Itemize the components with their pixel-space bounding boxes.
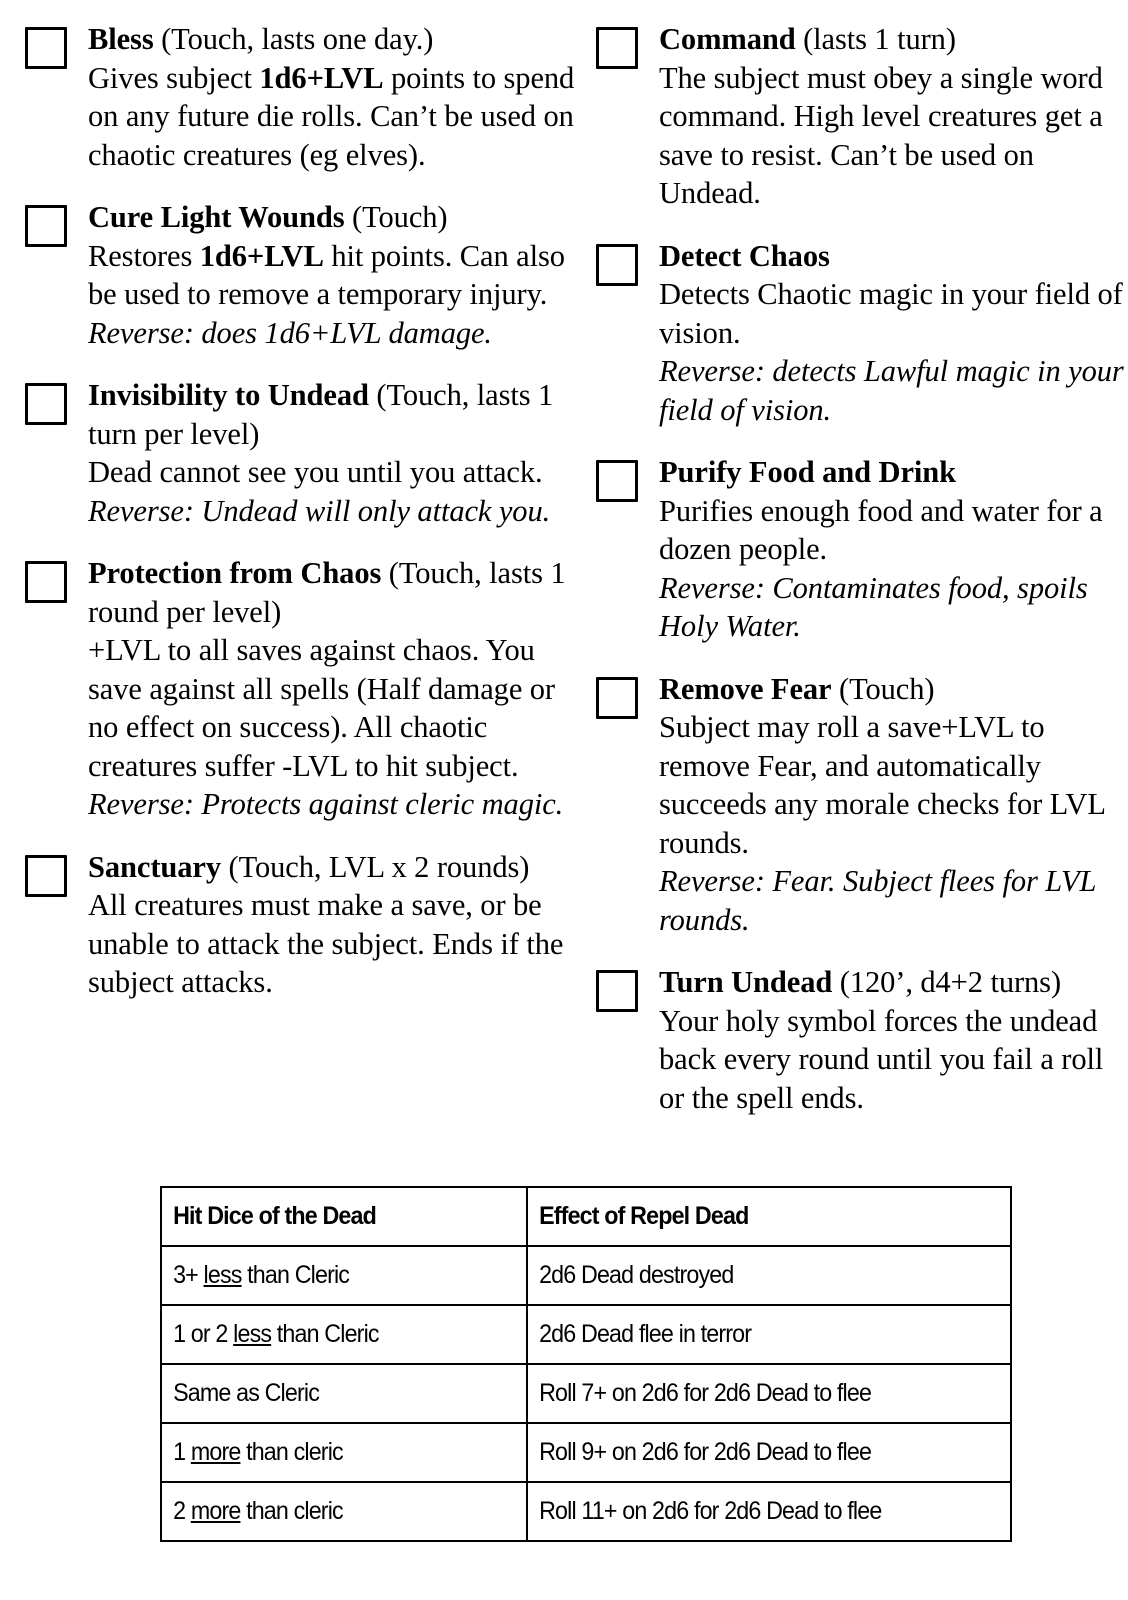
spell-description-pre: Dead cannot see you until you attack. bbox=[88, 455, 543, 489]
column-header-hit-dice: Hit Dice of the Dead bbox=[161, 1187, 501, 1246]
spell-name: Command bbox=[659, 22, 796, 56]
spell-qualifier: (Touch, lasts 1 round per level) bbox=[88, 556, 566, 629]
spell-checkbox-cure-light-wounds[interactable] bbox=[25, 205, 67, 247]
cell-hit-dice bbox=[161, 1423, 501, 1482]
spell-checkbox-sanctuary[interactable] bbox=[25, 855, 67, 897]
spell-checkbox-invisibility-to-undead[interactable] bbox=[25, 383, 67, 425]
spell-name: Purify Food and Drink bbox=[659, 455, 957, 489]
spell-checkbox-remove-fear[interactable] bbox=[596, 677, 638, 719]
spell-reverse: Reverse: Protects against cleric magic. bbox=[88, 787, 564, 821]
spell-body bbox=[659, 20, 1128, 213]
cell-effect: 2d6 Dead flee in terror bbox=[527, 1305, 977, 1364]
spell-checkbox-detect-chaos[interactable] bbox=[596, 244, 638, 286]
spell-body bbox=[88, 20, 580, 174]
hd-pre: 1 bbox=[173, 1438, 191, 1466]
spell-checkbox-command[interactable] bbox=[596, 27, 638, 69]
spell-name: Invisibility to Undead bbox=[88, 378, 369, 412]
hd-emphasis: more bbox=[190, 1438, 241, 1466]
spell-qualifier: (Touch, LVL x 2 rounds) bbox=[220, 849, 530, 884]
spell-body bbox=[88, 376, 580, 530]
cell-effect: Roll 7+ on 2d6 for 2d6 Dead to flee bbox=[527, 1364, 977, 1423]
spell-name: Cure Light Wounds bbox=[88, 200, 345, 234]
cell-hit-dice bbox=[161, 1305, 501, 1364]
spell-description-pre: Subject may roll a save+LVL to remove Fear, and automatically succeeds any morale checks for LVL rounds. bbox=[659, 710, 1105, 860]
spell-description-pre: All creatures must make a save, or be unable to attack the subject. Ends if the subject attacks. bbox=[88, 888, 564, 999]
spell-entry-protection-from-chaos[interactable] bbox=[25, 554, 580, 824]
spell-description-pre: The subject must obey a single word command. High level creatures get a save to resist. Can’t be used on Undead. bbox=[659, 60, 1103, 210]
spell-description-pre: Your holy symbol forces the undead back every round until you fail a roll or the spell ends. bbox=[659, 1003, 1104, 1115]
cell-hit-dice bbox=[161, 1364, 501, 1423]
spell-qualifier: (Touch) bbox=[344, 200, 448, 234]
spell-body bbox=[88, 554, 580, 824]
hd-post: than cleric bbox=[240, 1438, 343, 1466]
spell-column-right bbox=[580, 0, 1128, 1117]
spell-entry-remove-fear[interactable] bbox=[596, 670, 1128, 940]
spell-description-pre: Restores bbox=[88, 238, 200, 273]
cell-effect: 2d6 Dead destroyed bbox=[527, 1246, 977, 1305]
hd-emphasis: less bbox=[233, 1320, 272, 1348]
spell-entry-command[interactable] bbox=[596, 20, 1128, 213]
spell-name: Protection from Chaos bbox=[88, 556, 382, 590]
spell-checkbox-protection-from-chaos[interactable] bbox=[25, 561, 67, 603]
cell-effect: Roll 9+ on 2d6 for 2d6 Dead to flee bbox=[527, 1423, 977, 1482]
spell-qualifier: (Touch) bbox=[831, 671, 935, 706]
spell-description-pre: Gives subject bbox=[88, 60, 260, 95]
spell-description-pre: Detects Chaotic magic in your field of vision. bbox=[659, 277, 1123, 350]
spell-entry-turn-undead[interactable] bbox=[596, 963, 1128, 1117]
spell-checkbox-turn-undead[interactable] bbox=[596, 970, 638, 1012]
table-row bbox=[161, 1482, 1011, 1541]
spell-entry-detect-chaos[interactable] bbox=[596, 237, 1128, 430]
spell-description-pre: +LVL to all saves against chaos. You save against all spells (Half damage or no effect on success). All chaotic creatures suffer -LVL to hit subject. bbox=[88, 633, 555, 783]
spell-name: Detect Chaos bbox=[659, 238, 830, 273]
spell-entry-sanctuary[interactable] bbox=[25, 848, 580, 1002]
spell-name: Turn Undead bbox=[659, 965, 833, 999]
hd-emphasis: more bbox=[190, 1497, 241, 1525]
spell-entry-invisibility-to-undead[interactable] bbox=[25, 376, 580, 530]
spell-reverse: Reverse: Undead will only attack you. bbox=[88, 493, 551, 528]
table-row bbox=[161, 1246, 1011, 1305]
spell-name: Remove Fear bbox=[659, 671, 832, 706]
spell-body bbox=[88, 848, 580, 1002]
table-row bbox=[161, 1423, 1011, 1482]
hd-pre: Same as Cleric bbox=[173, 1379, 320, 1407]
hd-pre: 2 bbox=[173, 1497, 191, 1525]
spell-body bbox=[659, 453, 1128, 646]
spell-body bbox=[659, 963, 1128, 1117]
spell-reverse: Reverse: Fear. Subject flees for LVL rounds. bbox=[659, 864, 1096, 937]
spell-qualifier: (120’, d4+2 turns) bbox=[832, 965, 1062, 999]
spell-qualifier: (Touch, lasts 1 turn per level) bbox=[88, 378, 554, 451]
hd-post: than Cleric bbox=[271, 1320, 379, 1348]
spell-qualifier: (lasts 1 turn) bbox=[795, 22, 956, 56]
turn-undead-table bbox=[160, 1186, 1012, 1542]
spell-description-pre: Purifies enough food and water for a dozen people. bbox=[659, 493, 1103, 566]
spell-checkbox-bless[interactable] bbox=[25, 27, 67, 69]
table-row bbox=[161, 1364, 1011, 1423]
hd-pre: 3+ bbox=[173, 1261, 204, 1289]
spell-entry-cure-light-wounds[interactable] bbox=[25, 198, 580, 352]
spell-reverse: Reverse: Contaminates food, spoils Holy Water. bbox=[659, 570, 1088, 643]
spell-reverse: Reverse: does 1d6+LVL damage. bbox=[88, 315, 492, 350]
table-row bbox=[161, 1305, 1011, 1364]
spell-name: Sanctuary bbox=[88, 849, 221, 884]
hd-pre: 1 or 2 bbox=[173, 1320, 234, 1348]
turn-undead-table-container bbox=[160, 1186, 958, 1542]
hd-post: than Cleric bbox=[241, 1261, 350, 1289]
spell-name: Bless bbox=[88, 22, 154, 56]
spell-entry-purify-food-and-drink[interactable] bbox=[596, 453, 1128, 646]
spell-body bbox=[88, 198, 580, 352]
hd-emphasis: less bbox=[203, 1261, 242, 1289]
spell-keyword: 1d6+LVL bbox=[199, 238, 324, 273]
column-header-effect: Effect of Repel Dead bbox=[527, 1187, 977, 1246]
spell-reverse: Reverse: detects Lawful magic in your field of vision. bbox=[659, 354, 1124, 427]
spell-body bbox=[659, 237, 1128, 430]
cell-hit-dice bbox=[161, 1246, 501, 1305]
cell-hit-dice bbox=[161, 1482, 501, 1541]
cell-effect: Roll 11+ on 2d6 for 2d6 Dead to flee bbox=[527, 1482, 977, 1541]
spell-description-post: points to spend on any future die rolls. Can’t be used on chaotic creatures (eg elves). bbox=[88, 60, 575, 172]
spell-description-post: hit points. Can also be used to remove a temporary injury. bbox=[88, 238, 565, 311]
spell-keyword: 1d6+LVL bbox=[259, 60, 384, 95]
spell-column-left bbox=[0, 0, 580, 1117]
table-header-row bbox=[161, 1187, 1011, 1246]
spell-checkbox-purify-food-and-drink[interactable] bbox=[596, 460, 638, 502]
spell-qualifier: (Touch, lasts one day.) bbox=[153, 22, 434, 56]
spell-entry-bless[interactable] bbox=[25, 20, 580, 174]
hd-post: than cleric bbox=[240, 1497, 343, 1525]
spell-body bbox=[659, 670, 1128, 940]
